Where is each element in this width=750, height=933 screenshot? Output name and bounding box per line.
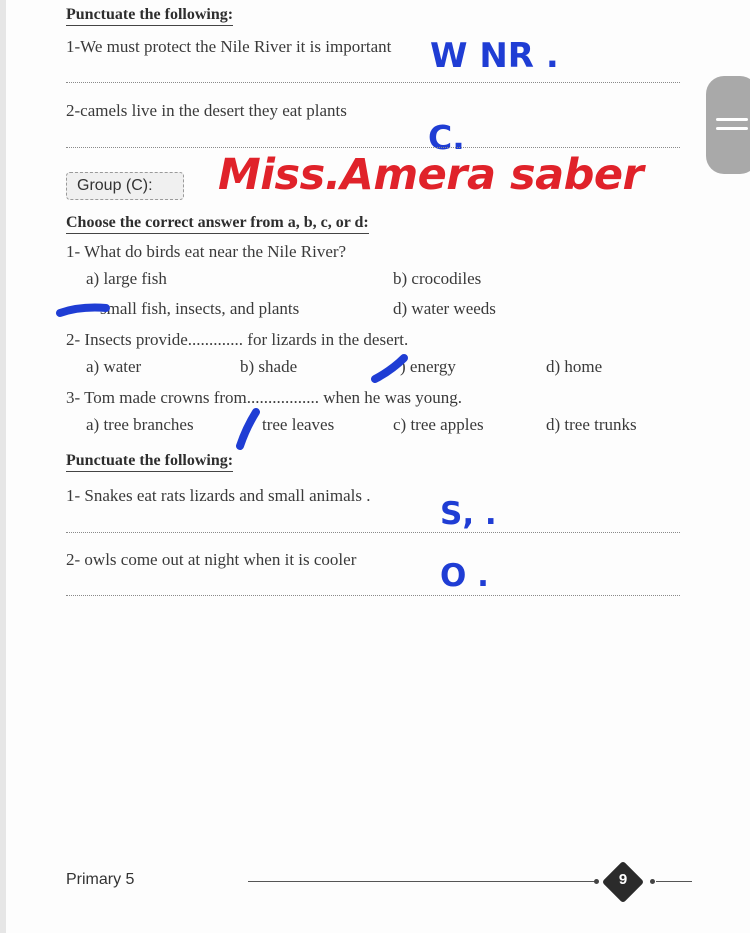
option-2a: a) water	[86, 357, 142, 376]
teacher-annotation: Miss.Amera saber	[218, 150, 644, 200]
option-1d: d) water weeds	[393, 299, 496, 318]
question-1: 1- What do birds eat near the Nile River?	[66, 242, 347, 261]
question-2: 2- Insects provide............. for lizards in the desert.	[66, 330, 409, 349]
option-1c: small fish, insects, and plants	[100, 299, 300, 318]
option-2b: b) shade	[240, 357, 298, 376]
section1-question-2: 2-camels live in the desert they eat plants	[66, 101, 347, 120]
handwritten-answer-3: S, .	[440, 496, 497, 532]
question-3: 3- Tom made crowns from................. when he was young.	[66, 388, 463, 407]
pen-mark-q1	[60, 308, 106, 313]
option-3c: c) tree apples	[393, 415, 484, 434]
footer-rule	[248, 881, 598, 882]
section3-question-1: 1- Snakes eat rats lizards and small animals .	[66, 486, 371, 505]
footer-dot	[650, 879, 655, 884]
section3-question-2: 2- owls come out at night when it is cooler	[66, 550, 357, 569]
section3-heading: Punctuate the following:	[66, 452, 233, 472]
option-3b: tree leaves	[262, 415, 335, 434]
option-3d: d) tree trunks	[546, 415, 637, 434]
group-label: Group (C):	[77, 177, 153, 194]
footer-dot	[594, 879, 599, 884]
page-number: 9	[618, 871, 628, 888]
option-3a: a) tree branches	[86, 415, 194, 434]
option-1a: a) large fish	[86, 269, 167, 288]
section1-heading: Punctuate the following:	[66, 6, 233, 26]
footer-label: Primary 5	[66, 871, 135, 888]
handwritten-answer-1: W NR .	[430, 36, 559, 76]
answer-line	[66, 595, 680, 596]
footer-rule	[656, 881, 692, 882]
grip-line	[716, 127, 748, 130]
scroll-handle[interactable]	[706, 76, 750, 174]
option-2c: ) energy	[400, 357, 456, 376]
handwritten-answer-4: O .	[440, 558, 489, 594]
option-1b: b) crocodiles	[393, 269, 482, 288]
pen-mark-q3	[240, 412, 256, 446]
section2-heading: Choose the correct answer from a, b, c, or d:	[66, 214, 369, 234]
handwritten-answer-2: C.	[428, 118, 465, 157]
section1-question-1: 1-We must protect the Nile River it is important	[66, 37, 392, 56]
answer-line	[66, 532, 680, 533]
option-2d: d) home	[546, 357, 603, 376]
pen-mark-q2	[375, 358, 404, 379]
grip-line	[716, 118, 748, 121]
